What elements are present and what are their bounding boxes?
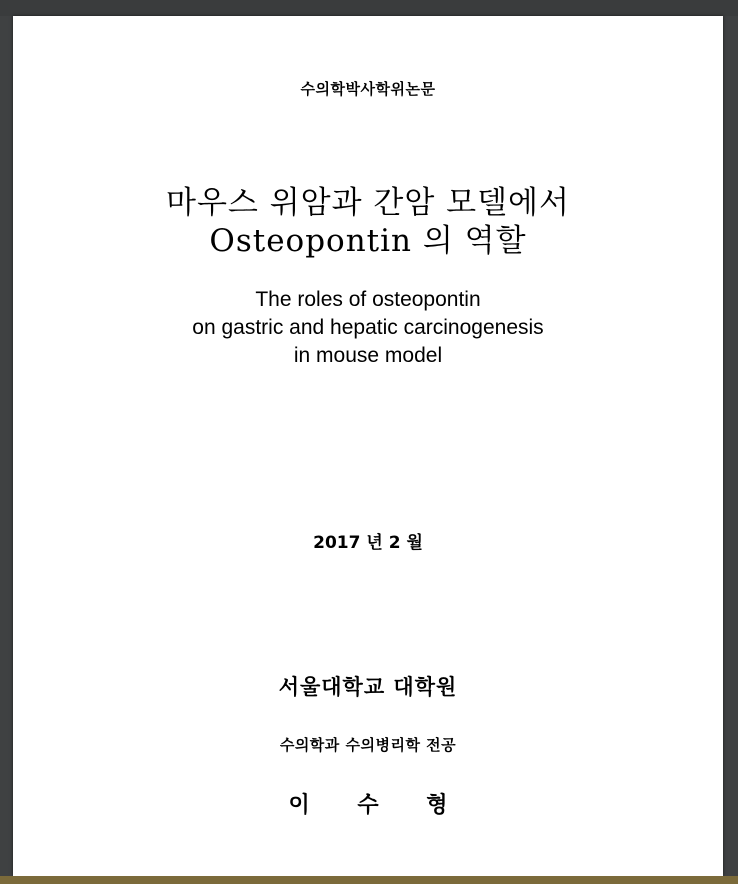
korean-title-line-2: Osteopontin 의 역할 xyxy=(209,223,527,259)
major-name: 수의학과 수의병리학 전공 xyxy=(279,736,457,754)
viewer-bottom-edge xyxy=(0,876,738,884)
english-title-line-2: on gastric and hepatic carcinogenesis xyxy=(192,316,544,339)
author-name: 이 수 형 xyxy=(288,793,468,818)
english-title xyxy=(13,286,723,370)
english-title-line-3: in mouse model xyxy=(293,344,443,367)
university-name: 서울대학교 대학원 xyxy=(278,675,458,699)
english-title-line-1: The roles of osteopontin xyxy=(255,288,481,311)
submission-date: 2017 년 2 월 xyxy=(313,533,423,553)
viewer-toolbar xyxy=(0,0,738,16)
korean-title-line-1: 마우스 위암과 간암 모델에서 xyxy=(166,185,570,221)
degree-label: 수의학박사학위논문 xyxy=(300,80,436,98)
korean-title xyxy=(13,184,723,260)
document-page xyxy=(13,16,723,876)
